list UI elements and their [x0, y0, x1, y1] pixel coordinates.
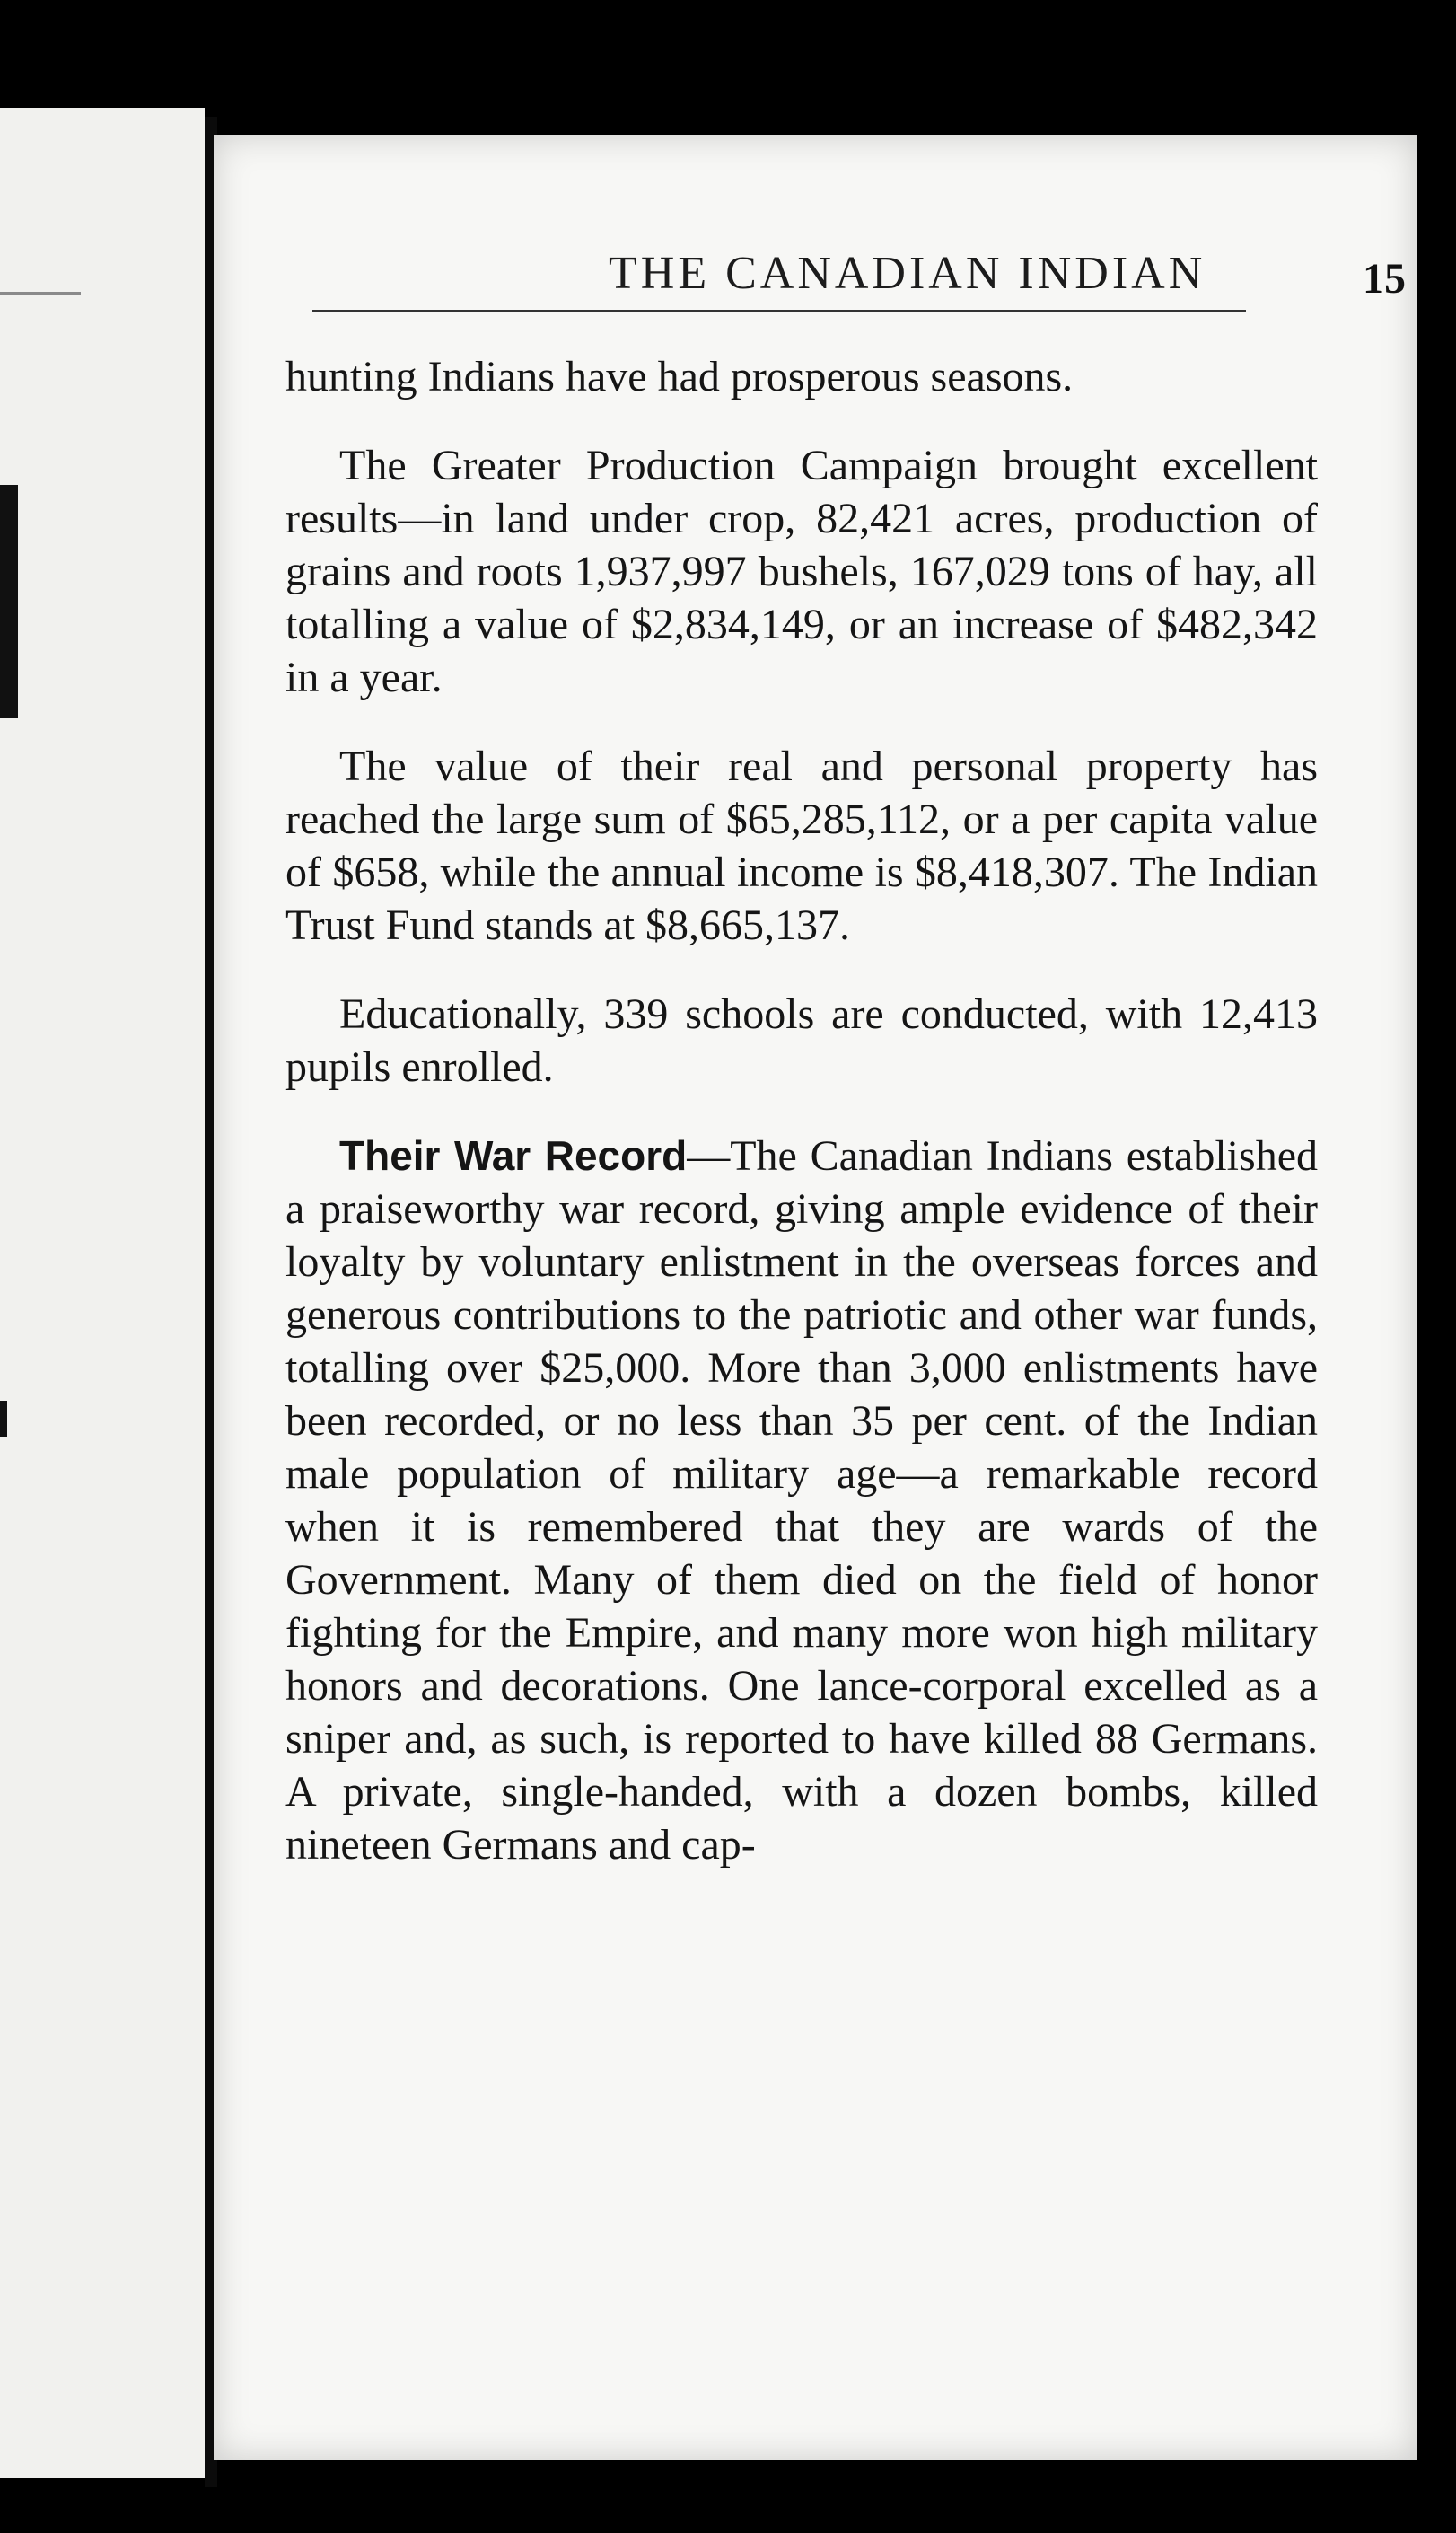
facing-page-ink-mark	[0, 485, 18, 718]
facing-page-edge	[0, 108, 205, 2478]
paragraph	[285, 1130, 1318, 1871]
facing-page-rule	[0, 292, 81, 295]
paragraph-text: —The Canadian Indians established a praiseworthy war record, giving ample evidence of their loyalty by voluntary enlistment in the overseas forces and generous contributions to the patriotic and other war funds, totalling over $25,000. More than 3,000 enlistments have been recorded, or no less than 35 per cent. of the Indian male population of military age—a remarkable record when it is remembered that they are wards of the Government. Many of them died on the field of honor fighting for the Empire, and many more won high military honors and decorations. One lance-corporal excelled as a sniper and, as such, is reported to have killed 88 Germans. A private, single-handed, with a dozen bombs, killed nineteen Germans and cap-	[285, 1132, 1318, 1869]
facing-page-ink-mark	[0, 1401, 7, 1437]
paragraph: hunting Indians have had prosperous seasons.	[285, 353, 1074, 400]
section-run-in-heading: Their War Record	[339, 1132, 688, 1179]
page-number: 15	[1363, 255, 1406, 303]
book-page	[214, 135, 1417, 2460]
paragraph: The value of their real and personal property has reached the large sum of $65,285,112, or a per capita value of $658, while the annual income is $8,418,307. The Indian Trust Fund stands at $8,665,137.	[285, 743, 1318, 949]
running-head	[312, 247, 1417, 310]
paragraph: Educationally, 339 schools are conducted, with 12,413 pupils enrolled.	[285, 990, 1318, 1091]
paragraph: The Greater Production Campaign brought excellent results—in land under crop, 82,421 acres, production of grains and roots 1,937,997 bushels, 167,029 tons of hay, all totalling a value of $2,834,149, or an increase of $482,342 in a year.	[285, 442, 1318, 701]
body-text	[285, 350, 1318, 1907]
header-rule	[312, 310, 1246, 312]
running-title: THE CANADIAN INDIAN	[609, 248, 1206, 299]
